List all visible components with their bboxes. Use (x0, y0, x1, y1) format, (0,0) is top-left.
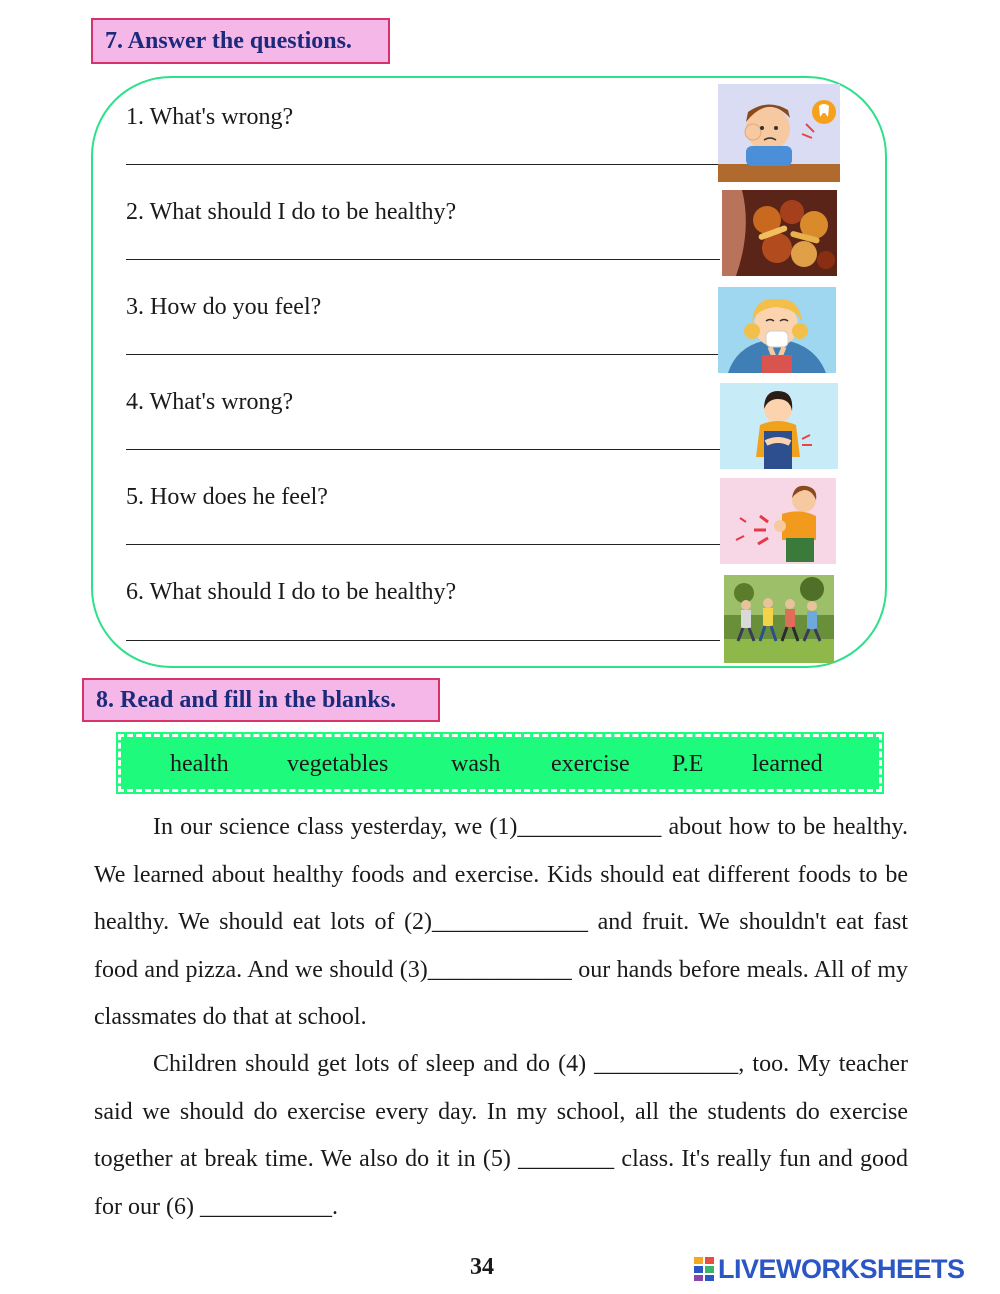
answer-line-4[interactable] (126, 449, 720, 450)
word-bank-item[interactable]: wash (451, 751, 501, 777)
reading-paragraph-2 (94, 1041, 908, 1231)
question-6: 6. What should I do to be healthy? (126, 579, 457, 605)
word-bank-item[interactable]: P.E (672, 751, 704, 777)
boy-backache-picture (720, 478, 836, 564)
answer-line-3[interactable] (126, 354, 720, 355)
paragraph-1-text: In our science class yesterday, we (1)____________ about how to be healthy. We learned about healthy foods and exercise. Kids should eat different foods to be healthy. We should eat lots of (2)_____________ and fruit. We shouldn't eat fast food and pizza. And we should (3)____________ our hands before meals. All of my classmates do that at school. (94, 814, 908, 1031)
liveworksheets-icon (694, 1257, 714, 1281)
word-bank-item[interactable]: vegetables (287, 751, 389, 777)
word-bank-item[interactable]: learned (752, 751, 823, 777)
answer-line-2[interactable] (126, 259, 720, 260)
question-4: 4. What's wrong? (126, 389, 294, 415)
fast-food-picture (722, 190, 837, 276)
answer-line-5[interactable] (126, 544, 720, 545)
paragraph-2-text: Children should get lots of sleep and do (4) ____________, too. My teacher said we should do exercise every day. In my school, all the students do exercise together at break time. We also do it in (5) ________ class. It's really fun and good for our (6) ___________. (94, 1051, 908, 1220)
word-bank-item[interactable]: health (170, 751, 229, 777)
liveworksheets-logo (694, 1254, 965, 1284)
section-8-title: 8. Read and fill in the blanks. (82, 678, 440, 722)
section-7-title: 7. Answer the questions. (91, 18, 390, 64)
answer-line-6[interactable] (126, 640, 720, 641)
page-number: 34 (470, 1254, 494, 1280)
girl-with-cold-picture (718, 287, 836, 373)
children-running-picture (724, 575, 834, 663)
question-1: 1. What's wrong? (126, 104, 294, 130)
girl-stomachache-picture (720, 383, 838, 469)
question-2: 2. What should I do to be healthy? (126, 199, 457, 225)
question-5: 5. How does he feel? (126, 484, 328, 510)
answer-line-1[interactable] (126, 164, 720, 165)
word-bank-item[interactable]: exercise (551, 751, 630, 777)
brand-name: LIVEWORKSHEETS (718, 1253, 965, 1284)
question-3: 3. How do you feel? (126, 294, 322, 320)
toothache-boy-picture (718, 84, 840, 182)
reading-paragraph-1 (94, 804, 908, 1042)
